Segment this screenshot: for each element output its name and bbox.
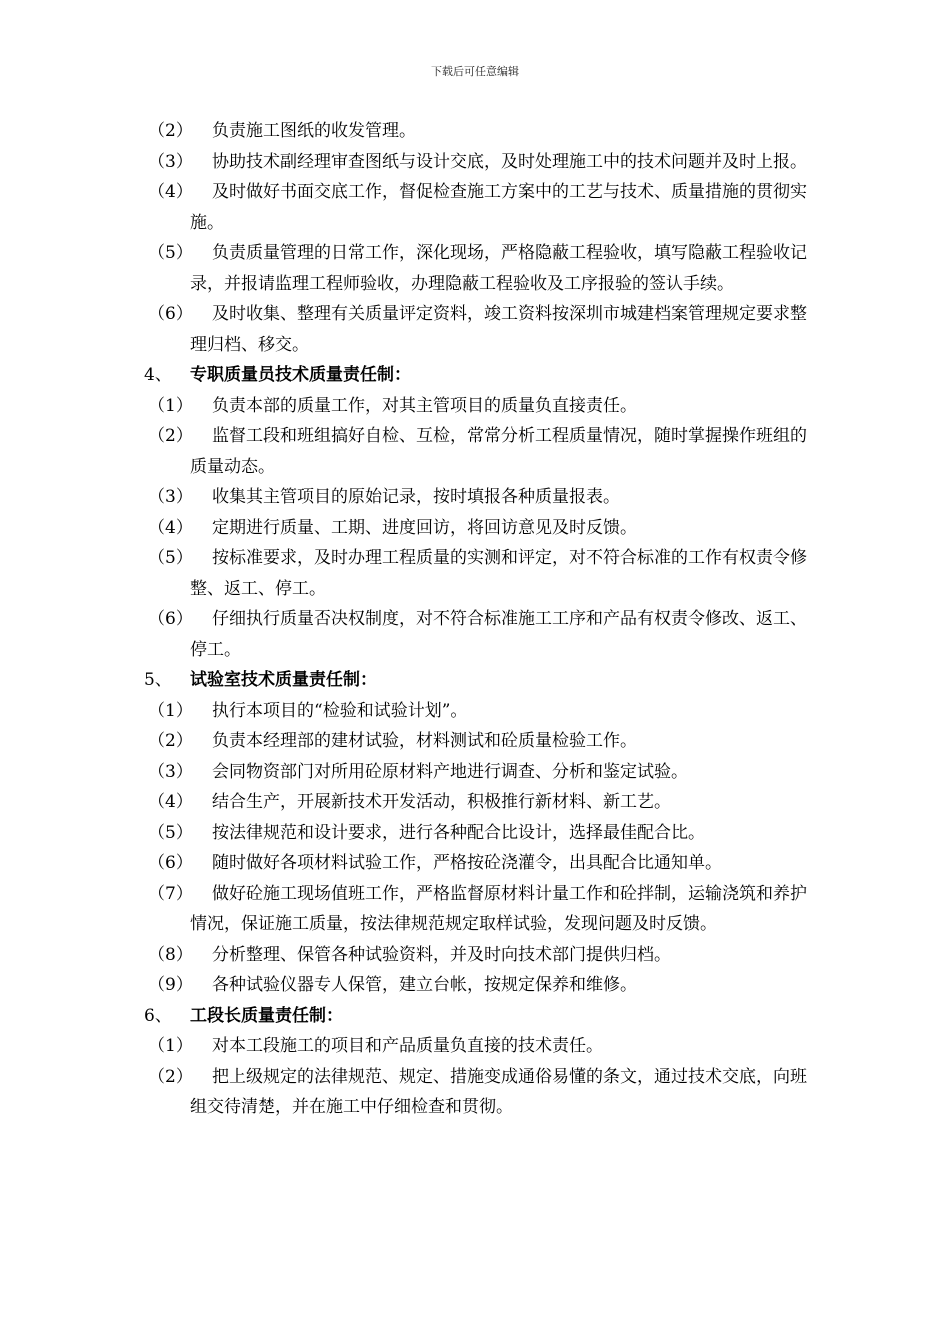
item-text: 会同物资部门对所用砼原材料产地进行调查、分析和鉴定试验。: [212, 761, 688, 782]
list-item: [0, 1062, 950, 1123]
item-number: （2）: [148, 731, 193, 751]
item-number: （3）: [148, 151, 193, 172]
section-title: 试验室技术质量责任制：: [190, 670, 377, 690]
item-number: （1）: [148, 1036, 193, 1056]
item-text: 对本工段施工的项目和产品质量负直接的技术责任。: [212, 1036, 603, 1056]
list-item: [0, 482, 950, 513]
item-number: （6）: [148, 609, 193, 629]
item-number: （1）: [148, 700, 193, 721]
item-number: （9）: [148, 975, 193, 995]
item-text: 把上级规定的法律规范、规定、措施变成通俗易懂的条文，通过技术交底，向班组交待清楚，并在施工中仔细检查和贯彻。: [190, 1066, 807, 1117]
item-number: （3）: [148, 761, 193, 782]
page-header: 下载后可任意编辑: [431, 65, 519, 78]
item-text: 结合生产，开展新技术开发活动，积极推行新材料、新工艺。: [212, 792, 671, 812]
list-item: [0, 421, 950, 482]
item-text: 及时收集、整理有关质量评定资料，竣工资料按深圳市城建档案管理规定要求整理归档、移交。: [190, 304, 807, 355]
list-item: [0, 726, 950, 757]
list-item: [0, 970, 950, 1001]
list-item: [0, 879, 950, 940]
section-heading: [0, 665, 950, 696]
item-number: （7）: [148, 883, 193, 904]
item-text: 执行本项目的“检验和试验计划”。: [212, 700, 468, 721]
item-text: 负责本部的质量工作，对其主管项目的质量负直接责任。: [212, 395, 637, 416]
item-text: 各种试验仪器专人保管，建立台帐，按规定保养和维修。: [212, 975, 637, 995]
item-text: 负责施工图纸的收发管理。: [212, 121, 416, 141]
item-number: （1）: [148, 395, 193, 416]
list-item: [0, 299, 950, 360]
list-item: [0, 543, 950, 604]
list-item: [0, 787, 950, 818]
item-number: （2）: [148, 121, 193, 141]
item-number: （3）: [148, 487, 193, 507]
item-number: （5）: [148, 548, 193, 568]
item-text: 做好砼施工现场值班工作，严格监督原材料计量工作和砼拌制，运输浇筑和养护情况，保证施工质量，按法律规范规定取样试验，发现问题及时反馈。: [190, 883, 807, 934]
item-number: （5）: [148, 243, 193, 263]
list-item: [0, 1031, 950, 1062]
item-text: 协助技术副经理审查图纸与设计交底，及时处理施工中的技术问题并及时上报。: [212, 151, 807, 172]
section-title: 工段长质量责任制：: [190, 1005, 343, 1026]
item-text: 负责本经理部的建材试验，材料测试和砼质量检验工作。: [212, 731, 637, 751]
list-item: [0, 147, 950, 178]
list-item: [0, 696, 950, 727]
item-text: 负责质量管理的日常工作，深化现场，严格隐蔽工程验收，填写隐蔽工程验收记录，并报请监理工程师验收，办理隐蔽工程验收及工序报验的签认手续。: [190, 243, 807, 294]
list-item: [0, 940, 950, 971]
section-heading: [0, 1001, 950, 1032]
item-text: 仔细执行质量否决权制度，对不符合标准施工工序和产品有权责令修改、返工、停工。: [190, 609, 807, 660]
item-number: （5）: [148, 822, 193, 843]
list-item: [0, 848, 950, 879]
list-item: [0, 818, 950, 849]
item-text: 按标准要求，及时办理工程质量的实测和评定，对不符合标准的工作有权责令修整、返工、停工。: [190, 548, 807, 599]
item-number: （8）: [148, 944, 193, 965]
list-item: [0, 513, 950, 544]
item-number: （6）: [148, 304, 193, 324]
section-number: 6、: [144, 1005, 172, 1026]
list-item: [0, 604, 950, 665]
section-title: 专职质量员技术质量责任制：: [190, 365, 411, 385]
section-number: 4、: [144, 365, 172, 385]
list-item: [0, 177, 950, 238]
item-text: 随时做好各项材料试验工作，严格按砼浇灌令，出具配合比通知单。: [212, 853, 722, 873]
item-text: 监督工段和班组搞好自检、互检，常常分析工程质量情况，随时掌握操作班组的质量动态。: [190, 426, 807, 477]
list-item: [0, 238, 950, 299]
section-number: 5、: [144, 670, 172, 690]
document-body: [0, 116, 950, 1123]
list-item: [0, 757, 950, 788]
item-text: 收集其主管项目的原始记录，按时填报各种质量报表。: [212, 487, 620, 507]
list-item: [0, 391, 950, 422]
item-number: （2）: [148, 426, 193, 446]
item-number: （4）: [148, 517, 193, 538]
list-item: [0, 116, 950, 147]
item-number: （4）: [148, 792, 193, 812]
item-text: 按法律规范和设计要求，进行各种配合比设计，选择最佳配合比。: [212, 822, 705, 843]
item-text: 及时做好书面交底工作，督促检查施工方案中的工艺与技术、质量措施的贯彻实施。: [190, 182, 807, 233]
item-text: 分析整理、保管各种试验资料，并及时向技术部门提供归档。: [212, 944, 671, 965]
section-heading: [0, 360, 950, 391]
item-number: （2）: [148, 1066, 193, 1087]
item-number: （6）: [148, 853, 193, 873]
item-text: 定期进行质量、工期、进度回访，将回访意见及时反馈。: [212, 517, 637, 538]
item-number: （4）: [148, 182, 193, 202]
